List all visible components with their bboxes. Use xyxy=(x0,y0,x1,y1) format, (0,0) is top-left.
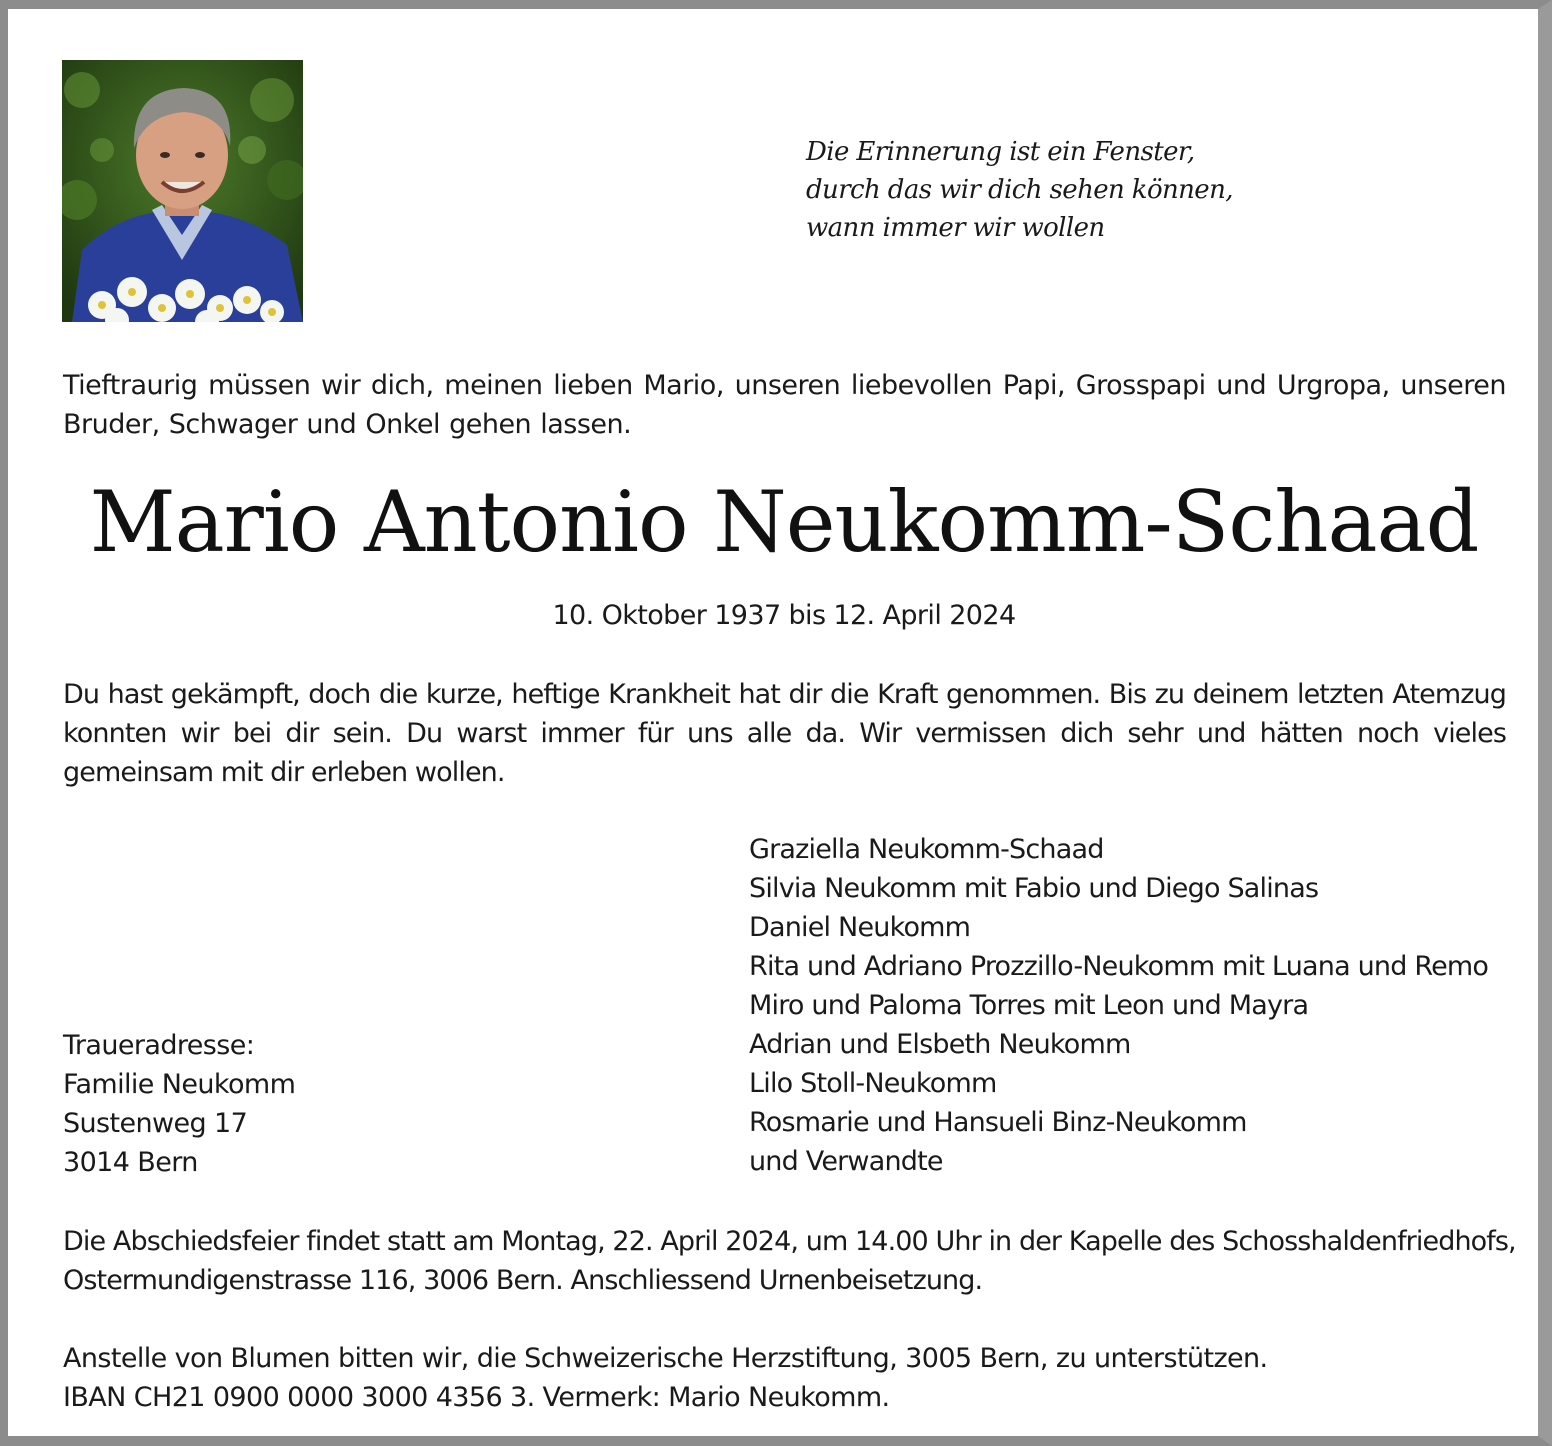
address-line: 3014 Bern xyxy=(63,1147,198,1178)
quote-line: durch das wir dich sehen können, xyxy=(806,175,1233,205)
quote-line: wann immer wir wollen xyxy=(806,213,1105,243)
portrait-photo xyxy=(62,60,303,322)
address-line: Sustenweg 17 xyxy=(63,1108,248,1139)
mourner-entry: Adrian und Elsbeth Neukomm xyxy=(749,1029,1131,1060)
donation-info xyxy=(63,1339,1506,1417)
mourner-entry: Rita und Adriano Prozzillo-Neukomm mit Luana und Remo xyxy=(749,951,1489,982)
mourner-entry: und Verwandte xyxy=(749,1146,943,1177)
address-label: Traueradresse: xyxy=(63,1030,255,1061)
memorial-quote xyxy=(806,133,1233,247)
ceremony-line: Die Abschiedsfeier findet statt am Montag, 22. April 2024, um 14.00 Uhr in der Kapelle des Schosshaldenfriedhofs, xyxy=(63,1226,1516,1257)
mourning-address xyxy=(63,1026,295,1182)
portrait-image xyxy=(62,60,303,322)
deceased-name: Mario Antonio Neukomm-Schaad xyxy=(89,473,1479,571)
ceremony-info xyxy=(63,1222,1516,1300)
mourners-list xyxy=(749,830,1488,1181)
address-line: Familie Neukomm xyxy=(63,1069,296,1100)
intro-text: Tieftraurig müssen wir dich, meinen lieben Mario, unseren liebevollen Papi, Grosspapi und Urgropa, unseren Bruder, Schwager und Onkel gehen lassen. xyxy=(63,370,1506,440)
quote-line: Die Erinnerung ist ein Fenster, xyxy=(806,137,1195,167)
ceremony-line: Ostermundigenstrasse 116, 3006 Bern. Anschliessend Urnenbeisetzung. xyxy=(63,1265,983,1296)
mourner-entry: Silvia Neukomm mit Fabio und Diego Salinas xyxy=(749,873,1319,904)
mourner-entry: Graziella Neukomm-Schaad xyxy=(749,834,1104,865)
mourner-entry: Lilo Stoll-Neukomm xyxy=(749,1068,997,1099)
mourner-entry: Miro und Paloma Torres mit Leon und Mayra xyxy=(749,990,1309,1021)
donation-line: Anstelle von Blumen bitten wir, die Schweizerische Herzstiftung, 3005 Bern, zu unterstützen. xyxy=(63,1343,1268,1374)
donation-line: IBAN CH21 0900 0000 3000 4356 3. Vermerk: Mario Neukomm. xyxy=(63,1382,890,1413)
mourner-entry: Daniel Neukomm xyxy=(749,912,971,943)
mourner-entry: Rosmarie und Hansueli Binz-Neukomm xyxy=(749,1107,1247,1138)
life-dates: 10. Oktober 1937 bis 12. April 2024 xyxy=(552,600,1016,631)
farewell-message: Du hast gekämpft, doch die kurze, heftige Krankheit hat dir die Kraft genommen. Bis zu deinem letzten Atemzug konnten wir bei dir sein. Du warst immer für uns alle da. Wir vermissen dich sehr und hätten noch vieles gemeinsam mit dir erleben wollen. xyxy=(63,679,1506,788)
